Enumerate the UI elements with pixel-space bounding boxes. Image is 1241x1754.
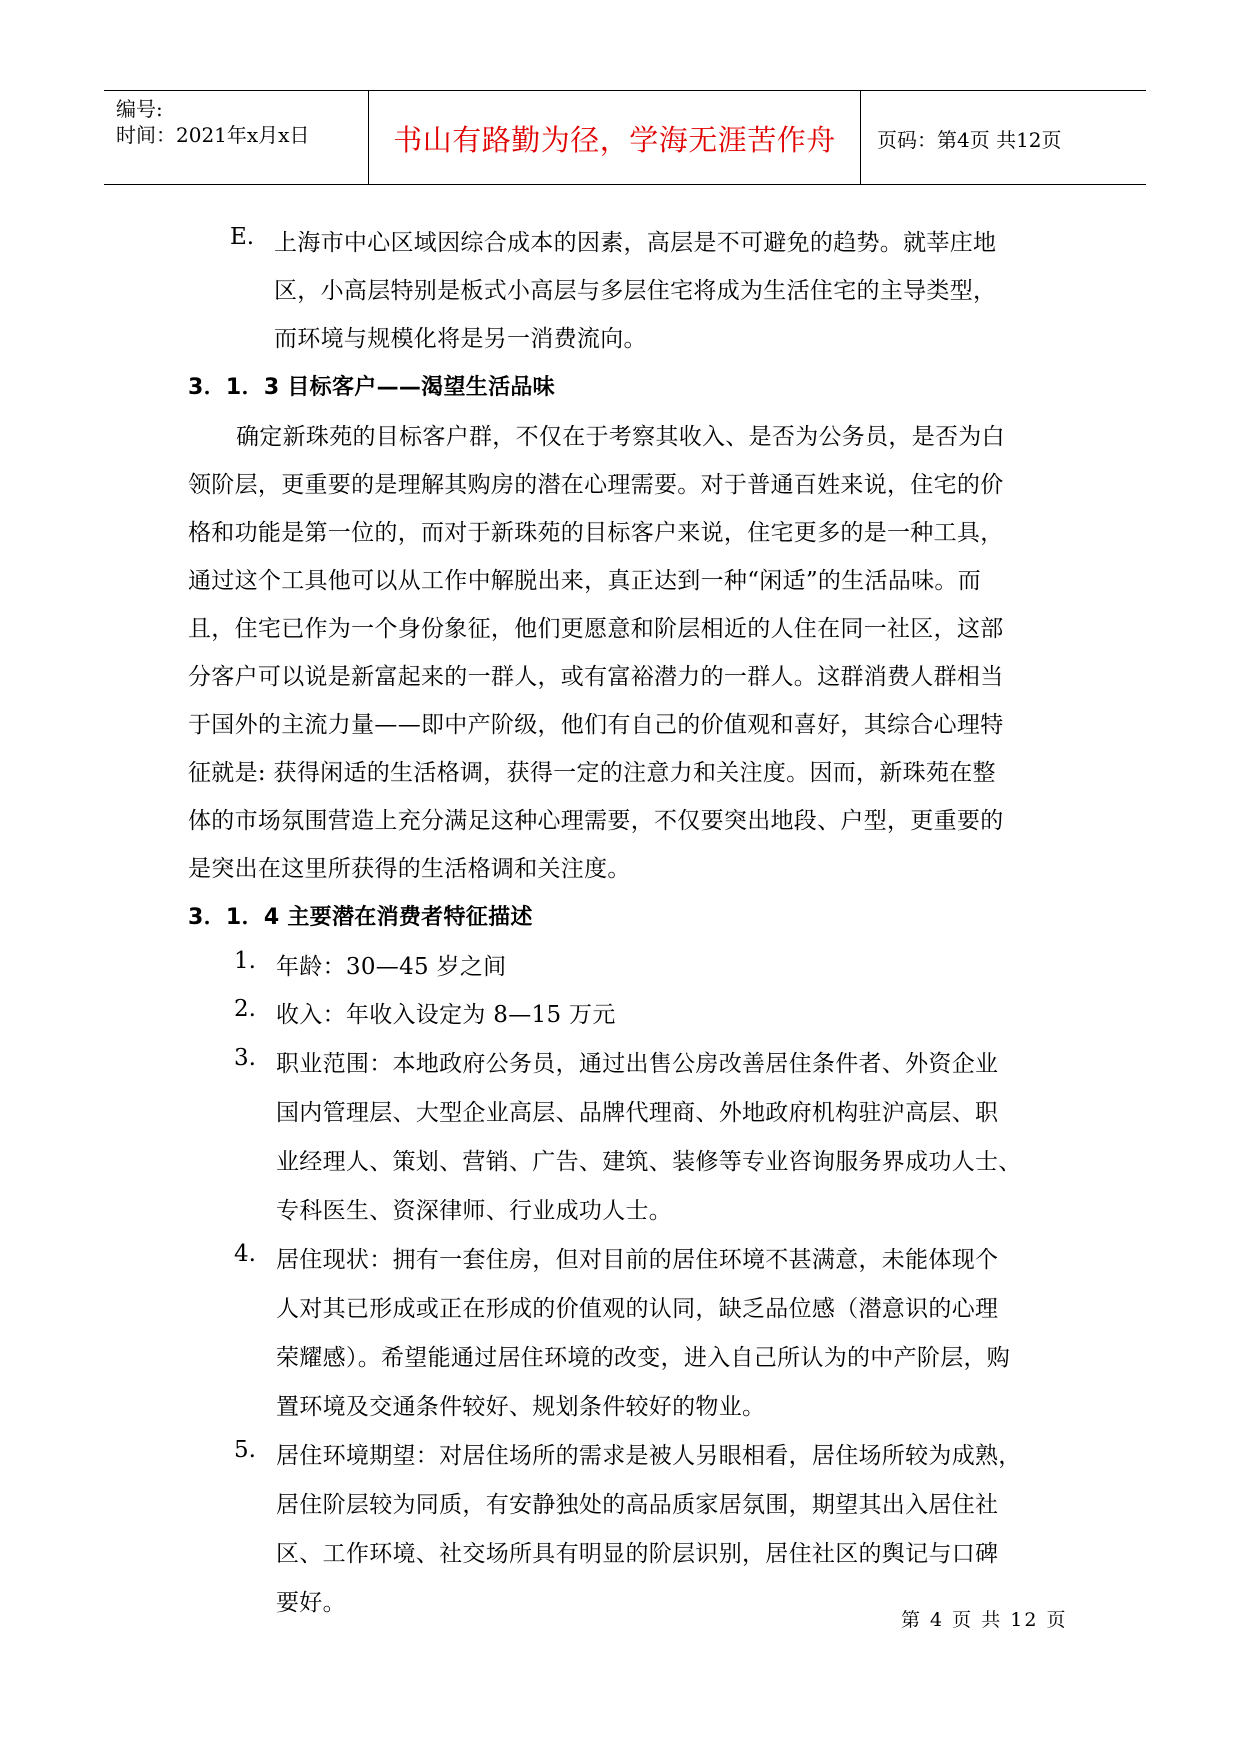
- header-page-code: 页码：第4页 共12页: [877, 128, 1062, 152]
- list-item-line: 居住环境期望：对居住场所的需求是被人另眼相看，居住场所较为成熟，: [276, 1443, 1022, 1469]
- section-heading-314: 3．1．4 主要潜在消费者特征描述: [188, 905, 533, 930]
- list-item-line: 专科医生、资深律师、行业成功人士。: [276, 1198, 673, 1224]
- section-e-line: 上海市中心区域因综合成本的因素，高层是不可避免的趋势。就莘庄地: [274, 230, 997, 256]
- list-item-line: 置环境及交通条件较好、规划条件较好的物业。: [276, 1394, 766, 1420]
- paragraph-line: 领阶层，更重要的是理解其购房的潜在心理需要。对于普通百姓来说，住宅的价: [188, 472, 1004, 498]
- list-item-line: 国内管理层、大型企业高层、品牌代理商、外地政府机构驻沪高层、职: [276, 1100, 999, 1126]
- list-item-marker: 3.: [234, 1045, 256, 1071]
- header-motto-cell: [368, 91, 861, 184]
- list-item-marker: 1.: [234, 948, 256, 974]
- header-page-cell: [859, 91, 1146, 184]
- section-e-line: 区，小高层特别是板式小高层与多层住宅将成为生活住宅的主导类型，: [274, 278, 997, 304]
- document-header: [104, 90, 1146, 185]
- page-footer: 第 4 页 共 12 页: [901, 1609, 1068, 1631]
- section-e-marker: E.: [230, 224, 255, 250]
- paragraph-line: 确定新珠苑的目标客户群，不仅在于考察其收入、是否为公务员，是否为白: [236, 424, 1005, 450]
- list-item-line: 职业范围：本地政府公务员，通过出售公房改善居住条件者、外资企业: [276, 1051, 999, 1077]
- paragraph-line: 且，住宅已作为一个身份象征，他们更愿意和阶层相近的人住在同一社区，这部: [188, 616, 1004, 642]
- list-item-line: 居住现状：拥有一套住房，但对目前的居住环境不甚满意，未能体现个: [276, 1247, 999, 1273]
- paragraph-line: 格和功能是第一位的，而对于新珠苑的目标客户来说，住宅更多的是一种工具，: [188, 520, 1004, 546]
- section-heading-313: 3．1．3 目标客户——渴望生活品味: [188, 375, 555, 400]
- list-item-line: 要好。: [276, 1590, 346, 1616]
- paragraph-line: 分客户可以说是新富起来的一群人，或有富裕潜力的一群人。这群消费人群相当: [188, 664, 1004, 690]
- paragraph-line: 是突出在这里所获得的生活格调和关注度。: [188, 856, 631, 882]
- section-e-line: 而环境与规模化将是另一消费流向。: [274, 326, 647, 352]
- list-item-line: 人对其已形成或正在形成的价值观的认同，缺乏品位感（潜意识的心理: [276, 1296, 999, 1322]
- paragraph-line: 于国外的主流力量——即中产阶级，他们有自己的价值观和喜好，其综合心理特: [188, 712, 1004, 738]
- list-item-line: 居住阶层较为同质，有安静独处的高品质家居氛围，期望其出入居住社: [276, 1492, 999, 1518]
- header-motto: 书山有路勤为径，学海无涯苦作舟: [393, 123, 836, 157]
- list-item-line: 业经理人、策划、营销、广告、建筑、装修等专业咨询服务界成功人士、: [276, 1149, 1022, 1175]
- document-number-label: 编号:: [116, 97, 163, 121]
- document-time-label: 时间：2021年x月x日: [116, 123, 310, 147]
- header-info-cell: [104, 91, 368, 184]
- list-item-line: 年龄：30—45 岁之间: [276, 954, 507, 980]
- paragraph-line: 体的市场氛围营造上充分满足这种心理需要，不仅要突出地段、户型，更重要的: [188, 808, 1004, 834]
- paragraph-line: 征就是: 获得闲适的生活格调，获得一定的注意力和关注度。因而，新珠苑在整: [188, 760, 996, 786]
- paragraph-line: 通过这个工具他可以从工作中解脱出来，真正达到一种“闲适”的生活品味。而: [188, 568, 982, 594]
- list-item-marker: 2.: [234, 996, 256, 1022]
- list-item-marker: 4.: [234, 1241, 256, 1267]
- list-item-line: 收入：年收入设定为 8—15 万元: [276, 1002, 616, 1028]
- list-item-line: 荣耀感）。希望能通过居住环境的改变，进入自己所认为的中产阶层，购: [276, 1345, 1011, 1371]
- list-item-marker: 5.: [234, 1437, 256, 1463]
- list-item-line: 区、工作环境、社交场所具有明显的阶层识别，居住社区的舆记与口碑: [276, 1541, 999, 1567]
